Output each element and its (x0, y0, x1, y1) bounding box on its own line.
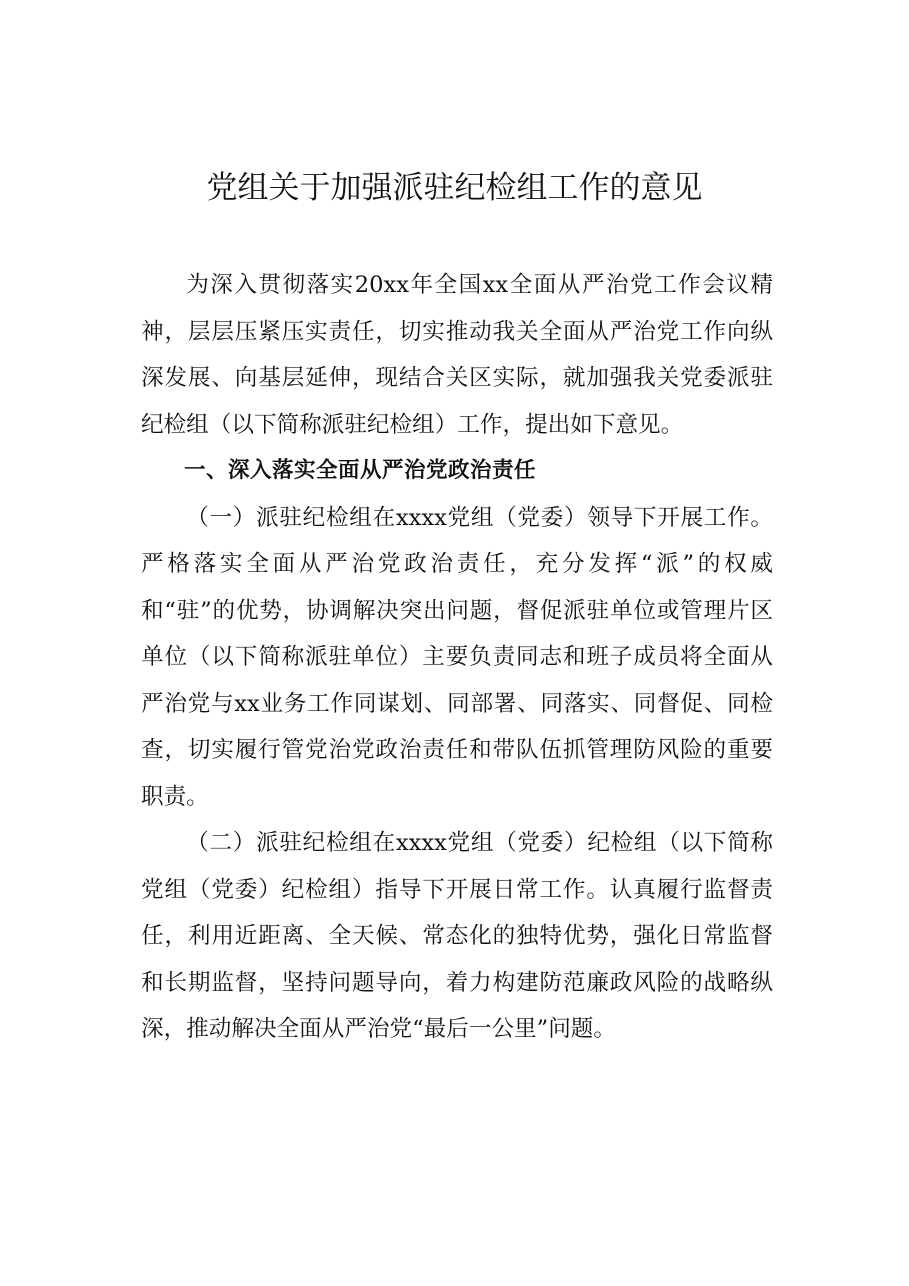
section-heading: 一、深入落实全面从严治党政治责任 (184, 458, 537, 483)
document-title: 党组关于加强派驻纪检组工作的意见 (206, 170, 703, 206)
body-paragraph-1: （一）派驻纪检组在xxxx党组（党委）领导下开展工作。严格落实全面从严治党政治责任，充分发挥“派”的权威和“驻”的优势，协调解决突出问题，督促派驻单位或管理片区单位（以下简称派驻单位）主要负责同志和班子成员将全面从严治党与xx业务工作同谋划、同部署、同落实、同督促、同检查，切实履行管党治党政治责任和带队伍抓管理防风险的重要职责。 (141, 504, 773, 810)
body-paragraph-2: （二）派驻纪检组在xxxx党组（党委）纪检组（以下简称党组（党委）纪检组）指导下开展日常工作。认真履行监督责任，利用近距离、全天候、常态化的独特优势，强化日常监督和长期监督，坚持问题导向，着力构建防范廉政风险的战略纵深，推动解决全面从严治党“最后一公里”问题。 (141, 830, 773, 1042)
document-body (141, 262, 773, 1053)
intro-paragraph: 为深入贯彻落实20xx年全国xx全面从严治党工作会议精神，层层压紧压实责任，切实推动我关全面从严治党工作向纵深发展、向基层延伸，现结合关区实际，就加强我关党委派驻纪检组（以下简称派驻纪检组）工作，提出如下意见。 (141, 272, 773, 438)
